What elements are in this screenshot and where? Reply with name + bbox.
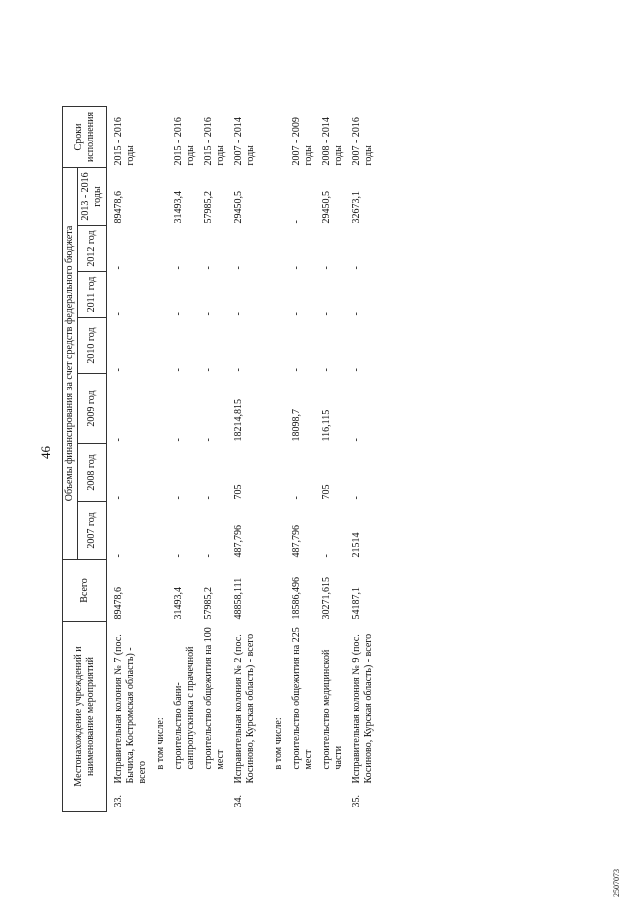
row-value-year-4: -	[351, 312, 362, 316]
table-row	[197, 107, 227, 812]
row-value-year-6: 57985,2	[203, 191, 214, 224]
header-funding-group: Объемы финансирования за счет средств федерального бюджета	[63, 168, 78, 560]
row-value-year-6: 31493,4	[173, 191, 184, 224]
row-deadline	[267, 107, 285, 168]
row-total	[267, 560, 285, 622]
header-name-col: Местонахождение учреждений и наименование мероприятий	[63, 622, 107, 812]
header-year-0: 2007 год	[78, 502, 107, 560]
row-number	[197, 788, 227, 812]
row-value-year-3	[149, 318, 167, 374]
row-number	[149, 788, 167, 812]
row-value-year-6: 29450,5	[321, 191, 332, 224]
row-value-year-0	[267, 502, 285, 560]
row-total: 18586,496	[291, 577, 302, 620]
row-value-year-6: 32673,1	[351, 191, 362, 224]
header-year-5: 2012 год	[78, 226, 107, 272]
row-value-year-5	[149, 226, 167, 272]
row-deadline: 2007 - 2014 годы	[233, 117, 256, 166]
row-total: 54187,1	[351, 587, 362, 620]
page-number: 46	[38, 446, 53, 459]
row-value-year-0	[149, 502, 167, 560]
row-name: в том числе:	[155, 717, 166, 770]
table-body	[107, 107, 386, 812]
row-name: строительство общежития на 100 мест	[203, 627, 226, 770]
row-value-year-1: 705	[321, 484, 332, 500]
row-value-year-3	[267, 318, 285, 374]
row-value-year-3: -	[203, 368, 214, 372]
row-value-year-5: -	[351, 266, 362, 270]
row-value-year-4: -	[321, 312, 332, 316]
header-total-col: Всего	[63, 560, 107, 622]
row-name: строительство медицинской части	[321, 649, 344, 770]
row-value-year-4: -	[203, 312, 214, 316]
row-value-year-2	[149, 374, 167, 444]
row-value-year-1	[267, 444, 285, 502]
header-year-2: 2009 год	[78, 374, 107, 444]
row-value-year-1: -	[291, 496, 302, 500]
row-total: 89478,6	[113, 587, 124, 620]
header-deadline-col: Сроки исполнения	[63, 107, 107, 168]
header-year-3: 2010 год	[78, 318, 107, 374]
header-year-1: 2008 год	[78, 444, 107, 502]
row-value-year-2: 116,115	[321, 409, 332, 442]
row-value-year-0: -	[321, 554, 332, 558]
row-value-year-4: -	[173, 312, 184, 316]
row-value-year-5: -	[173, 266, 184, 270]
table-row	[345, 107, 385, 812]
row-value-year-1	[149, 444, 167, 502]
row-value-year-4	[149, 272, 167, 318]
row-value-year-1: -	[113, 496, 124, 500]
row-value-year-3: -	[351, 368, 362, 372]
table-row	[149, 107, 167, 812]
row-value-year-1: -	[203, 496, 214, 500]
row-value-year-3: -	[113, 368, 124, 372]
funding-table	[62, 106, 385, 812]
row-value-year-0: -	[173, 554, 184, 558]
row-value-year-1: 705	[233, 484, 244, 500]
row-value-year-1: -	[351, 496, 362, 500]
row-number	[315, 788, 345, 812]
row-total: 31493,4	[173, 587, 184, 620]
row-value-year-6	[267, 168, 285, 226]
header-year-6: 2013 - 2016 годы	[78, 168, 107, 226]
row-value-year-0: 487,796	[233, 525, 244, 558]
row-value-year-0: -	[113, 554, 124, 558]
row-value-year-2: -	[173, 438, 184, 442]
row-value-year-6: 29450,5	[233, 191, 244, 224]
row-value-year-5: -	[233, 266, 244, 270]
row-deadline: 2008 - 2014 годы	[321, 117, 344, 166]
row-value-year-0: 21514	[351, 532, 362, 558]
table-row	[107, 107, 150, 812]
row-value-year-3: -	[173, 368, 184, 372]
row-total: 30271,615	[321, 577, 332, 620]
row-deadline: 2007 - 2009 годы	[291, 117, 314, 166]
row-number	[285, 788, 315, 812]
row-deadline: 2015 - 2016 годы	[113, 117, 136, 166]
row-value-year-5	[267, 226, 285, 272]
row-deadline: 2007 - 2016 годы	[351, 117, 374, 166]
row-value-year-6: 89478,6	[113, 191, 124, 224]
row-number: 35.	[351, 795, 362, 808]
row-name: Исправительная колония № 7 (пос. Бычиха, Костромская область) - всего	[113, 634, 148, 784]
row-value-year-4	[267, 272, 285, 318]
row-value-year-4: -	[113, 312, 124, 316]
row-value-year-4: -	[291, 312, 302, 316]
row-deadline	[149, 107, 167, 168]
row-total	[149, 560, 167, 622]
row-value-year-2: -	[203, 438, 214, 442]
row-value-year-0: -	[203, 554, 214, 558]
row-name: Исправительная колония № 2 (пос. Косиново, Курская область) - всего	[233, 633, 256, 784]
row-value-year-3: -	[291, 368, 302, 372]
row-value-year-5: -	[321, 266, 332, 270]
table-row	[267, 107, 285, 812]
row-value-year-3: -	[233, 368, 244, 372]
row-value-year-1: -	[173, 496, 184, 500]
table-row	[315, 107, 345, 812]
row-value-year-5: -	[203, 266, 214, 270]
row-number: 34.	[233, 795, 244, 808]
row-name: строительство бани-санпропускника с прачечной	[173, 646, 196, 770]
row-value-year-2: 18214,815	[233, 399, 244, 442]
row-name: в том числе:	[273, 717, 284, 770]
row-deadline: 2015 - 2016 годы	[203, 117, 226, 166]
row-value-year-4: -	[233, 312, 244, 316]
row-number	[167, 788, 197, 812]
row-value-year-6	[149, 168, 167, 226]
table-row	[227, 107, 267, 812]
row-value-year-3: -	[321, 368, 332, 372]
header-year-4: 2011 год	[78, 272, 107, 318]
row-value-year-2	[267, 374, 285, 444]
row-number: 33.	[113, 795, 124, 808]
row-number	[267, 788, 285, 812]
row-deadline: 2015 - 2016 годы	[173, 117, 196, 166]
row-value-year-5: -	[291, 266, 302, 270]
row-value-year-2: 18098,7	[291, 409, 302, 442]
row-value-year-2: -	[113, 438, 124, 442]
row-name: Исправительная колония № 9 (пос. Косиново, Курская область) - всего	[351, 633, 374, 784]
table-row	[285, 107, 315, 812]
table-row	[167, 107, 197, 812]
row-value-year-6: -	[291, 220, 302, 224]
row-total: 48858,111	[233, 577, 244, 620]
row-total: 57985,2	[203, 587, 214, 620]
row-name: строительство общежития на 225 мест	[291, 627, 314, 770]
row-value-year-0: 487,796	[291, 525, 302, 558]
document-code: 2507073	[612, 869, 621, 897]
row-value-year-5: -	[113, 266, 124, 270]
row-value-year-2: -	[351, 438, 362, 442]
